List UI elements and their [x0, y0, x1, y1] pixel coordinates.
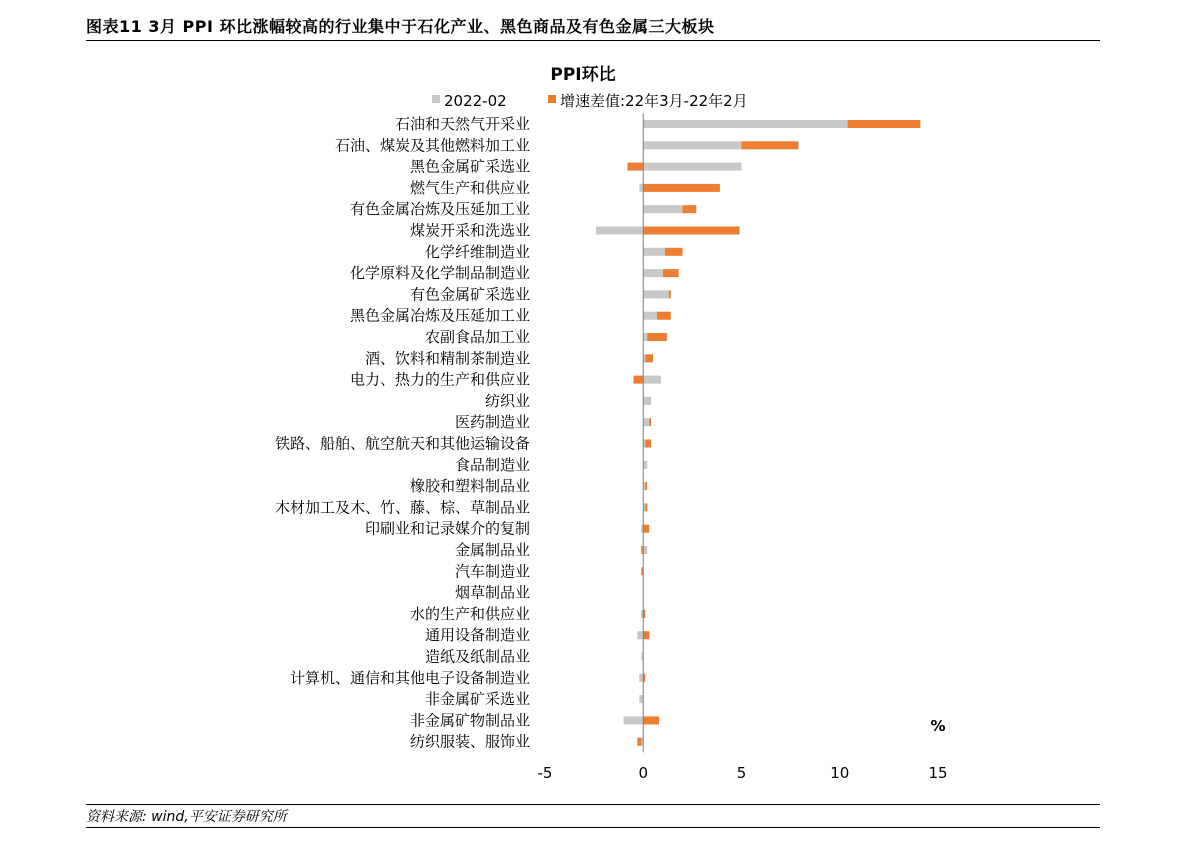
category-label: 纺织服装、服饰业 [409, 732, 530, 751]
bar-diff [645, 482, 647, 490]
legend [432, 92, 748, 110]
bar-diff [643, 716, 659, 724]
bar-base [639, 674, 643, 682]
bar-base [643, 333, 647, 341]
category-label: 煤炭开采和洗选业 [409, 221, 530, 240]
bar-diff [643, 184, 720, 192]
bar-diff [742, 141, 799, 149]
bar-diff [645, 503, 647, 511]
axes [538, 113, 948, 782]
source-note: 资料来源: wind,平安证券研究所 [86, 809, 287, 825]
bar-diff [647, 333, 667, 341]
bar-diff [645, 354, 653, 362]
bar-diff [669, 290, 671, 298]
legend-swatch-diff [548, 95, 556, 103]
category-label: 烟草制品业 [454, 583, 530, 602]
bar-diff [848, 120, 921, 128]
bar-diff [683, 205, 697, 213]
legend-label-diff: 增速差值:22年3月-22年2月 [560, 92, 748, 110]
category-label: 农副食品加工业 [424, 328, 530, 346]
bar-diff [645, 440, 651, 448]
bars [596, 120, 920, 746]
x-tick-label: 10 [830, 764, 850, 782]
x-tick-label: -5 [537, 764, 553, 782]
category-label: 木材加工及木、竹、藤、棕、草制品业 [274, 498, 530, 517]
category-label: 黑色金属矿采选业 [409, 157, 530, 176]
legend-label-base: 2022-02 [444, 92, 507, 110]
bar-diff [633, 376, 643, 384]
category-label: 石油和天然气开采业 [394, 115, 530, 133]
category-label: 铁路、船舶、航空航天和其他运输设备 [274, 434, 530, 453]
bar-base [643, 461, 647, 469]
category-label: 计算机、通信和其他电子设备制造业 [289, 668, 530, 687]
bar-base [643, 546, 647, 554]
category-label: 石油、煤炭及其他燃料加工业 [334, 136, 530, 155]
unit-label: % [930, 717, 946, 735]
bar-base [643, 269, 663, 277]
category-label: 非金属矿采选业 [424, 690, 530, 709]
category-label: 燃气生产和供应业 [409, 178, 530, 197]
bar-base [624, 716, 644, 724]
category-label: 纺织业 [484, 391, 530, 410]
category-label: 非金属矿物制品业 [409, 711, 530, 730]
category-label: 金属制品业 [454, 541, 530, 559]
bar-diff [643, 227, 739, 235]
category-label: 电力、热力的生产和供应业 [349, 370, 530, 389]
bar-base [643, 376, 661, 384]
chart-title: PPI环比 [550, 65, 616, 85]
bar-base [643, 290, 669, 298]
category-label: 通用设备制造业 [424, 626, 530, 645]
bar-diff [643, 631, 649, 639]
bar-base [639, 695, 643, 703]
bar-base [643, 120, 847, 128]
bar-diff [637, 738, 641, 746]
bar-base [639, 184, 643, 192]
bar-base [643, 397, 651, 405]
x-tick-label: 0 [638, 764, 649, 782]
x-tick-label: 15 [928, 764, 948, 782]
category-label: 印刷业和记录媒介的复制 [364, 519, 530, 538]
bar-diff [649, 418, 651, 426]
category-labels [275, 115, 530, 751]
bar-diff [643, 525, 649, 533]
x-tick-label: 5 [736, 764, 747, 782]
category-label: 造纸及纸制品业 [424, 647, 530, 666]
bar-base [643, 312, 657, 320]
bar-base [637, 631, 643, 639]
category-label: 有色金属矿采选业 [409, 285, 530, 304]
category-label: 水的生产和供应业 [409, 604, 530, 623]
bar-diff [657, 312, 671, 320]
bottom-rule [86, 827, 1100, 828]
category-label: 橡胶和塑料制品业 [409, 477, 530, 496]
bar-base [643, 141, 741, 149]
bar-base [643, 163, 741, 171]
category-label: 汽车制造业 [454, 562, 530, 581]
bar-base [643, 418, 649, 426]
category-label: 黑色金属冶炼及压延加工业 [349, 306, 530, 325]
figure-title: 图表11 3月 PPI 环比涨幅较高的行业集中于石化产业、黑色商品及有色金属三大板块 [86, 17, 715, 36]
source-top-rule [86, 804, 1100, 805]
bar-base [643, 248, 665, 256]
bar-diff [665, 248, 683, 256]
bar-diff [628, 163, 644, 171]
category-label: 医药制造业 [454, 413, 530, 432]
category-label: 食品制造业 [454, 455, 530, 474]
bar-base [643, 205, 682, 213]
category-label: 化学原料及化学制品制造业 [349, 264, 530, 283]
bar-base [596, 227, 643, 235]
category-label: 化学纤维制造业 [424, 242, 530, 261]
legend-swatch-base [432, 95, 440, 103]
category-label: 酒、饮料和精制茶制造业 [364, 349, 530, 368]
bar-diff [663, 269, 679, 277]
category-label: 有色金属冶炼及压延加工业 [349, 200, 530, 219]
